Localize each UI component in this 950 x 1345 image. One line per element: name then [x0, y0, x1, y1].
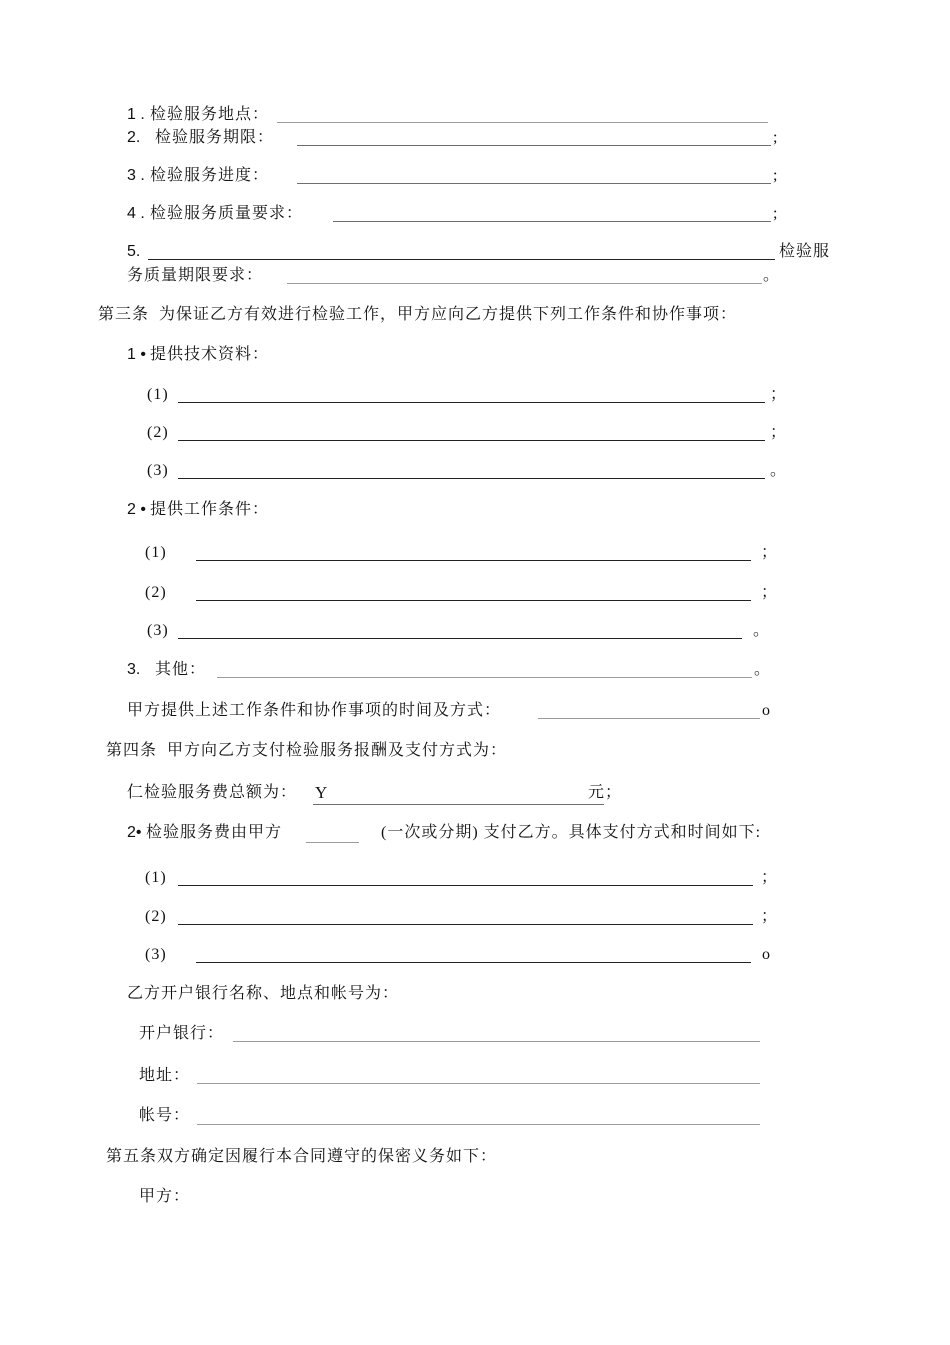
currency-unit: 元； — [588, 784, 623, 801]
service-period-row — [0, 128, 950, 154]
item-number: 5. — [127, 243, 141, 260]
blank-line — [217, 677, 752, 678]
payment-item — [0, 907, 950, 933]
bank-account-row — [0, 1106, 950, 1132]
sub-item-number: (2) — [147, 424, 169, 441]
line-end-punctuation: 。 — [770, 462, 788, 479]
total-fee-label: 仁检验服务费总额为： — [127, 784, 298, 801]
article3-heading-row — [0, 305, 950, 331]
tech-docs-item — [0, 423, 950, 449]
blank-line — [287, 283, 762, 284]
line-end-punctuation: ； — [770, 424, 788, 441]
blank-line — [313, 804, 604, 805]
blank-line — [197, 1124, 760, 1125]
service-progress-label: 检验服务进度： — [150, 167, 270, 184]
service-period-label: 检验服务期限： — [155, 129, 275, 146]
line-end-punctuation: ; — [773, 205, 779, 222]
line-end-punctuation: ; — [773, 129, 779, 146]
blank-line — [306, 842, 359, 843]
blank-line — [197, 1083, 760, 1084]
blank-line — [178, 885, 753, 886]
blank-line — [178, 402, 765, 403]
line-end-punctuation: ； — [761, 869, 779, 886]
line-end-punctuation: 。 — [754, 661, 772, 678]
line-end-punctuation: o — [762, 702, 771, 719]
blank-line — [178, 440, 765, 441]
work-conditions-label: 提供工作条件： — [150, 501, 270, 518]
work-conditions-item — [0, 583, 950, 609]
tech-docs-item — [0, 461, 950, 487]
quality-term-continuation-row — [0, 266, 950, 292]
blank-line — [148, 259, 775, 260]
line-end-punctuation: ； — [761, 544, 779, 561]
work-conditions-title-row — [0, 500, 950, 526]
timing-row — [0, 701, 950, 727]
other-row — [0, 660, 950, 686]
line-end-punctuation: ； — [770, 386, 788, 403]
service-location-label: 检验服务地点： — [150, 106, 270, 123]
blank-line — [233, 1041, 760, 1042]
sub-item-number: (1) — [147, 386, 169, 403]
installment-rest: (一次或分期) 支付乙方。具体支付方式和时间如下: — [381, 824, 762, 841]
currency-symbol: Y — [315, 783, 329, 802]
other-label: 其他： — [155, 661, 207, 678]
bank-name-label: 开户银行： — [139, 1025, 225, 1042]
article3-heading: 第三条 为保证乙方有效进行检验工作，甲方应向乙方提供下列工作条件和协作事项： — [98, 306, 738, 323]
blank-line — [297, 183, 771, 184]
tech-docs-label: 提供技术资料： — [150, 346, 270, 363]
bank-account-label: 帐号： — [139, 1107, 191, 1124]
bank-address-row — [0, 1066, 950, 1092]
item-number: 2• — [127, 824, 142, 841]
item-number: 3. — [127, 661, 141, 678]
bank-heading: 乙方开户银行名称、地点和帐号为： — [127, 985, 400, 1002]
article5-heading-row — [0, 1147, 950, 1173]
item-number: 2. — [127, 129, 141, 146]
bank-name-row — [0, 1024, 950, 1050]
timing-label: 甲方提供上述工作条件和协作事项的时间及方式： — [127, 702, 502, 719]
line-end-punctuation: ； — [761, 908, 779, 925]
blank-line — [178, 478, 765, 479]
total-fee-row — [0, 783, 950, 809]
line-end-punctuation: ； — [761, 584, 779, 601]
blank-line — [196, 962, 751, 963]
line-end-punctuation: 。 — [763, 267, 781, 284]
sub-item-number: (3) — [145, 946, 167, 963]
line-end-punctuation: ; — [773, 167, 779, 184]
item-number: 3 . — [127, 167, 145, 184]
installment-label: 检验服务费由甲方 — [146, 824, 283, 841]
blank-line — [196, 600, 751, 601]
sub-item-number: (1) — [145, 544, 167, 561]
line-end-punctuation: 。 — [753, 622, 771, 639]
sub-item-number: (3) — [147, 622, 169, 639]
service-quality-row — [0, 204, 950, 230]
service-quality-label: 检验服务质量要求： — [150, 205, 304, 222]
tech-docs-item — [0, 385, 950, 411]
bank-heading-row — [0, 984, 950, 1010]
item-number: 1 . — [127, 106, 145, 123]
payment-item — [0, 945, 950, 971]
blank-line — [297, 145, 771, 146]
sub-item-number: (3) — [147, 462, 169, 479]
blank-line — [538, 718, 760, 719]
sub-item-number: (1) — [145, 869, 167, 886]
blank-line — [178, 924, 753, 925]
blank-line — [178, 638, 742, 639]
payment-item — [0, 868, 950, 894]
quality-term-row — [0, 242, 950, 268]
blank-line — [333, 221, 771, 222]
work-conditions-item — [0, 543, 950, 569]
line-end-punctuation: o — [762, 946, 771, 963]
tech-docs-title-row — [0, 345, 950, 371]
service-progress-row — [0, 166, 950, 192]
item-number: 4 . — [127, 205, 145, 222]
item-number: 1 • — [127, 346, 146, 363]
installment-row — [0, 823, 950, 849]
article4-heading-row — [0, 741, 950, 767]
blank-line — [196, 560, 751, 561]
item-number: 2 • — [127, 501, 146, 518]
bank-address-label: 地址： — [139, 1067, 191, 1084]
quality-term-label-end: 务质量期限要求： — [127, 267, 264, 284]
article5-heading: 第五条双方确定因履行本合同遵守的保密义务如下： — [106, 1148, 498, 1165]
blank-line — [277, 122, 768, 123]
article4-heading: 第四条 甲方向乙方支付检验服务报酬及支付方式为： — [106, 742, 508, 759]
party-a-row — [0, 1187, 950, 1213]
sub-item-number: (2) — [145, 584, 167, 601]
sub-item-number: (2) — [145, 908, 167, 925]
work-conditions-item — [0, 621, 950, 647]
party-a-label: 甲方： — [139, 1188, 191, 1205]
quality-term-label-start: 检验服 — [779, 243, 831, 260]
